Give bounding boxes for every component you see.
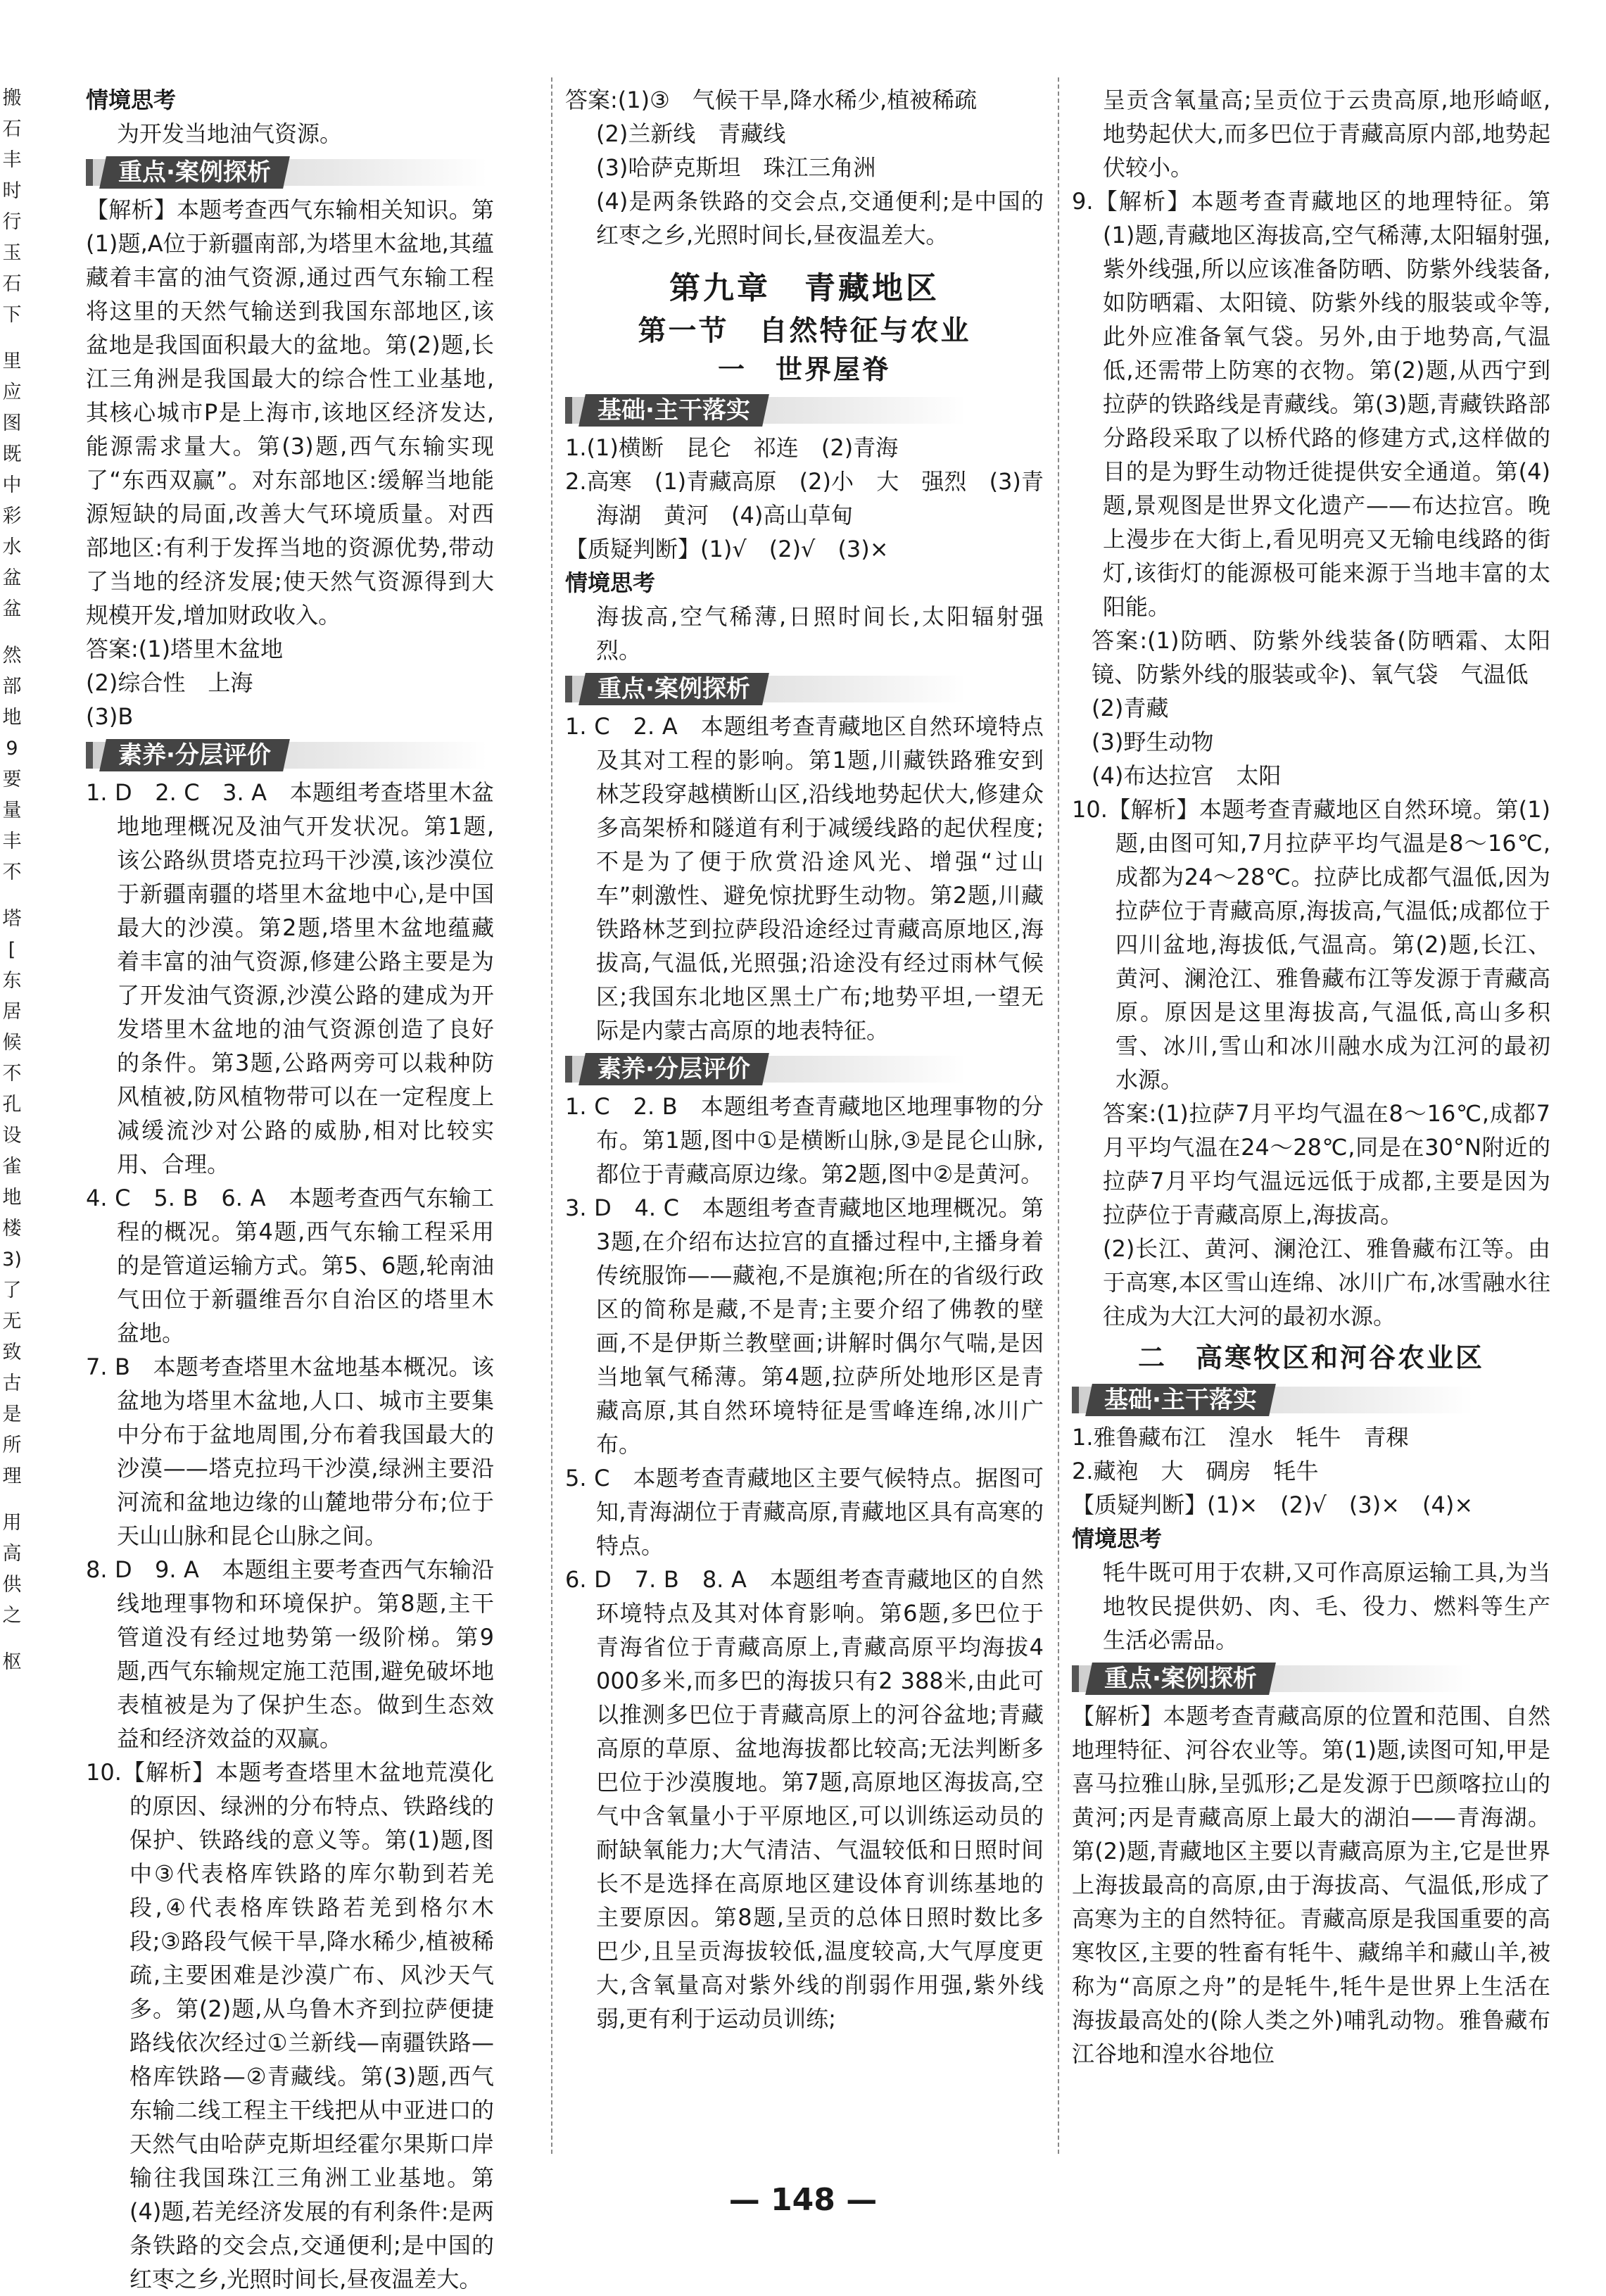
section-banner [86, 156, 494, 189]
edge-char: 地 [2, 707, 22, 728]
edge-char: 既 [2, 443, 22, 465]
column-middle [565, 83, 1051, 2036]
edge-char: 搬 [2, 87, 22, 109]
chapter-title: 第九章 青藏地区 [669, 270, 940, 306]
answer-line: 答案:(1)拉萨7月平均气温在8～16℃,成都7月平均气温在24～28℃,同是在30°N附近的拉萨7月平均气温远远低于成都,主要是因为拉萨位于青藏高原上,海拔高。 [1103, 1100, 1550, 1228]
question-answer: 10.【解析】本题考查青藏地区自然环境。第(1)题,由图可知,7月拉萨平均气温是8～16℃,成都为24～28℃。拉萨比成都气温低,因为拉萨位于青藏高原,海拔高,气温低;成都位于四川盆地,海拔低,气温高。第(2)题,长江、黄河、澜沧江、雅鲁藏布江等发源于青藏高原。原因是这里海拔高,气温低,高山多积雪、冰川,雪山和冰川融水成为江河的最初水源。 [1072, 796, 1550, 1093]
question-answer: 5. C 本题考查青藏地区主要气候特点。据图可知,青海湖位于青藏高原,青藏地区具有高寒的特点。 [565, 1465, 1044, 1559]
edge-char: 致 [2, 1342, 22, 1363]
page-number: — 148 — [728, 2182, 878, 2218]
basic-answer: 1.(1)横断 昆仑 祁连 (2)青海 [565, 434, 899, 461]
edge-char: 图 [2, 412, 22, 434]
answer-line: (4)是两条铁路的交会点,交通便利;是中国的红枣之乡,光照时间长,昼夜温差大。 [596, 188, 1044, 248]
answer-line: (4)布达拉宫 太阳 [1092, 762, 1282, 789]
edge-char: 石 [2, 273, 22, 295]
answer-line: 答案:(1)防晒、防紫外线装备(防晒霜、太阳镜、防紫外线的服装或伞)、氧气袋 气温低 [1092, 627, 1550, 688]
column-divider [1058, 77, 1059, 2154]
edge-char: 不 [2, 1063, 22, 1085]
answer-line: (2)长江、黄河、澜沧江、雅鲁藏布江等。由于高寒,本区雪山连绵、冰川广布,冰雪融水往往成为大江大河的最初水源。 [1103, 1235, 1550, 1330]
banner-label: 素养·分层评价 [118, 741, 271, 769]
section-banner [86, 739, 494, 771]
question-answer: 10.【解析】本题考查塔里木盆地荒漠化的原因、绿洲的分布特点、铁路线的保护、铁路线的意义等。第(1)题,图中③代表格库铁路的库尔勒到若羌段,④代表格库铁路若羌到格尔木段;③路段气候干旱,降水稀少,植被稀疏,主要困难是沙漠广布、风沙天气多。第(2)题,从乌鲁木齐到拉萨便捷路线依次经过①兰新线—南疆铁路—格库铁路—②青藏线。第(3)题,西气东输二线工程主干线把从中亚进口的天然气由哈萨克斯坦经霍尔果斯口岸输往我国珠江三角洲工业基地。第(4)题,若羌经济发展的有利条件:是两条铁路的交会点,交通便利;是中国的红枣之乡,光照时间长,昼夜温差大。 [86, 1759, 494, 2292]
question-answer: 4. C 5. B 6. A 本题考查西气东输工程的概况。第4题,西气东输工程采用的是管道运输方式。第5、6题,轮南油气田位于新疆维吾尔自治区的塔里木盆地。 [86, 1185, 494, 1346]
basic-answer: 1.雅鲁藏布江 湟水 牦牛 青稞 [1072, 1424, 1409, 1451]
column-divider [551, 77, 552, 2154]
answer-line: (3)哈萨克斯坦 珠江三角洲 [596, 154, 876, 181]
scenario-thinking-text: 牦牛既可用于农耕,又可作高原运输工具,为当地牧民提供奶、肉、毛、役力、燃料等生产生活必需品。 [1103, 1559, 1550, 1653]
question-answer: 1. C 2. A 本题组考查青藏地区自然环境特点及其对工程的影响。第1题,川藏铁路雅安到林芝段穿越横断山区,沿线地势起伏大,修建众多高架桥和隧道有利于减缓线路的起伏程度;不是为了便于欣赏沿途风光、增强“过山车”刺激性、避免惊扰野生动物。第2题,川藏铁路林芝到拉萨段沿途经过青藏高原地区,海拔高,气温低,光照强;沿途没有经过雨林气候区;我国东北地区黑土广布;地势平坦,一望无际是内蒙古高原的地表特征。 [565, 713, 1044, 1044]
scenario-thinking-label: 情境思考 [565, 569, 656, 596]
left-edge-fragment [0, 83, 24, 1678]
analysis-paragraph: 【解析】本题考查青藏高原的位置和范围、自然地理特征、河谷农业等。第(1)题,读图可知,甲是喜马拉雅山脉,呈弧形;乙是发源于巴颜喀拉山的黄河;丙是青藏高原上最大的湖泊——青海湖。第(2)题,青藏地区主要以青藏高原为主,它是世界上海拔最高的高原,由于海拔高、气温低,形成了高寒为主的自然特征。青藏高原是我国重要的高寒牧区,主要的牲畜有牦牛、藏绵羊和藏山羊,被称为“高原之舟”的是牦牛,牦牛是世界上生活在海拔最高处的(除人类之外)哺乳动物。雅鲁藏布江谷地和湟水谷地位 [1072, 1703, 1550, 2067]
basic-answer: 2.藏袍 大 碉房 牦牛 [1072, 1458, 1319, 1484]
scenario-thinking-label: 情境思考 [86, 87, 177, 113]
answer-line: 答案:(1)③ 气候干旱,降水稀少,植被稀疏 [565, 87, 978, 113]
edge-char: 量 [2, 800, 22, 821]
answer-line: (3)B [86, 703, 134, 730]
edge-char: 地 [2, 1187, 22, 1209]
edge-char: 雀 [2, 1156, 22, 1178]
edge-char: 是 [2, 1404, 22, 1425]
question-answer: 1. D 2. C 3. A 本题组考查塔里木盆地地理概况及油气开发状况。第1题,该公路纵贯塔克拉玛干沙漠,该沙漠位于新疆南疆的塔里木盆地中心,是中国最大的沙漠。第2题,塔里木盆地蕴藏着丰富的油气资源,修建公路主要是为了开发油气资源,沙漠公路的建成为开发塔里木盆地的油气资源创造了良好的条件。第3题,公路两旁可以栽种防风植被,防风植物带可以在一定程度上减缓流沙对公路的威胁,相对比较实用、合理。 [86, 779, 494, 1178]
basic-answer: 2.高寒 (1)青藏高原 (2)小 大 强烈 (3)青海湖 黄河 (4)高山草甸 [565, 468, 1044, 529]
edge-char: 丰 [2, 149, 22, 171]
section-banner [565, 1053, 1044, 1085]
banner-label: 基础·主干落实 [1104, 1386, 1257, 1414]
question-answer: 6. D 7. B 8. A 本题组考查青藏地区的自然环境特点及其对体育影响。第6题,多巴位于青海省位于青藏高原上,青藏高原平均海拔4 000多米,而多巴的海拔只有2 388米,由此可以推测多巴位于青藏高原上的河谷盆地;青藏高原的草原、盆地海拔都比较高;无法判断多巴位于沙漠腹地。第7题,高原地区海拔高,空气中含氧量小于平原地区,可以训练运动员的耐缺氧能力;大气清洁、气温较低和日照时间长不是选择在高原地区建设体育训练基地的主要原因。第8题,呈贡的总体日照时数比多巴少,且呈贡海拔较低,温度较高,大气厚度更大,含氧量高对紫外线的削弱作用强,紫外线弱,更有利于运动员训练; [565, 1566, 1051, 2032]
section-banner [565, 394, 1044, 427]
edge-char: 里 [2, 351, 22, 372]
question-answer: 1. C 2. B 本题组考查青藏地区地理事物的分布。第1题,图中①是横断山脉,③是昆仑山脉,都位于青藏高原边缘。第2题,图中②是黄河。 [565, 1093, 1044, 1187]
edge-char: 部 [2, 676, 22, 698]
question-answer: 9.【解析】本题考查青藏地区的地理特征。第(1)题,青藏地区海拔高,空气稀薄,太阳辐射强,紫外线强,所以应该准备防晒、防紫外线装备,如防晒霜、太阳镜、防紫外线的服装或伞等,此外应准备氧气袋。另外,由于地势高,气温低,还需带上防寒的衣物。第(2)题,从西宁到拉萨的铁路线是青藏线。第(3)题,青藏铁路部分路段采取了以桥代路的修建方式,这样做的目的是为野生动物迁徙提供安全通道。第(4)题,景观图是世界文化遗产——布达拉宫。晚上漫步在大街上,看见明亮又无输电线路的街灯,该街灯的能源极可能来源于当地丰富的太阳能。 [1072, 188, 1550, 620]
edge-char: 设 [2, 1125, 22, 1147]
edge-char: 之 [2, 1605, 22, 1627]
edge-char: 孔 [2, 1094, 22, 1116]
edge-char: 行 [2, 211, 22, 233]
edge-char: 石 [2, 118, 22, 140]
edge-char: 3) [2, 1249, 22, 1270]
judgment-answer: 【质疑判断】(1)× (2)√ (3)× (4)× [1072, 1491, 1474, 1518]
banner-label: 素养·分层评价 [597, 1055, 750, 1083]
question-answer: 3. D 4. C 本题组考查青藏地区地理概况。第3题,在介绍布达拉宫的直播过程中,主播身着传统服饰——藏袍,不是旗袍;所在的省级行政区的简称是藏,不是青;主要介绍了佛教的壁画,不是伊斯兰教壁画;讲解时偶尔气喘,是因当地氧气稀薄。第4题,拉萨所处地形区是青藏高原,其自然环境特征是雪峰连绵,冰川广布。 [565, 1194, 1044, 1458]
edge-char: 东 [2, 970, 22, 992]
edge-char: 然 [2, 645, 22, 667]
edge-char: 时 [2, 180, 22, 202]
edge-char: 盆 [2, 567, 22, 589]
column-left [86, 83, 494, 2296]
scenario-thinking-text: 为开发当地油气资源。 [117, 120, 343, 147]
edge-char: 楼 [2, 1218, 22, 1240]
edge-char: 要 [2, 769, 22, 790]
edge-char: 应 [2, 381, 22, 403]
continued-text: 呈贡含氧量高;呈贡位于云贵高原,地形崎岖,地势起伏大,而多巴位于青藏高原内部,地势起伏较小。 [1103, 87, 1550, 181]
section-banner [565, 673, 1044, 705]
answer-line: (2)综合性 上海 [86, 669, 253, 696]
section-banner [1072, 1384, 1550, 1416]
edge-char: 理 [2, 1465, 22, 1487]
edge-char: 候 [2, 1032, 22, 1054]
subsection-title: 二 高寒牧区和河谷农业区 [1137, 1342, 1484, 1373]
edge-char: [ [8, 939, 16, 961]
edge-char: 9 [6, 738, 18, 759]
answer-line: (2)青藏 [1092, 695, 1169, 721]
scenario-thinking-label: 情境思考 [1072, 1525, 1163, 1552]
edge-char: 居 [2, 1001, 22, 1023]
section-title: 第一节 自然特征与农业 [638, 315, 971, 347]
scenario-thinking-text: 海拔高,空气稀薄,日照时间长,太阳辐射强烈。 [596, 603, 1044, 664]
subsection-title: 一 世界屋脊 [717, 354, 891, 385]
edge-char: 用 [2, 1512, 22, 1534]
judgment-answer: 【质疑判断】(1)√ (2)√ (3)× [565, 536, 889, 562]
answer-line: (2)兰新线 青藏线 [596, 120, 786, 147]
edge-char: 所 [2, 1434, 22, 1456]
edge-char: 水 [2, 536, 22, 558]
edge-char: 彩 [2, 505, 22, 527]
edge-char: 下 [2, 304, 22, 326]
banner-label: 基础·主干落实 [597, 396, 750, 424]
edge-char: 中 [2, 474, 22, 496]
banner-label: 重点·案例探析 [597, 675, 750, 703]
question-answer: 8. D 9. A 本题组主要考查西气东输沿线地理事物和环境保护。第8题,主干管道没有经过地势第一级阶梯。第9题,西气东输规定施工范围,避免破坏地表植被是为了保护生态。做到生态效益和经济效益的双赢。 [86, 1556, 494, 1752]
edge-char: 古 [2, 1373, 22, 1394]
edge-char: 盆 [2, 598, 22, 620]
question-answer: 7. B 本题考查塔里木盆地基本概况。该盆地为塔里木盆地,人口、城市主要集中分布于盆地周围,分布着我国最大的沙漠——塔克拉玛干沙漠,绿洲主要沿河流和盆地边缘的山麓地带分布;位于天山山脉和昆仑山脉之间。 [86, 1354, 494, 1549]
edge-char: 玉 [2, 242, 22, 264]
answer-line: 答案:(1)塔里木盆地 [86, 636, 284, 662]
banner-label: 重点·案例探析 [118, 158, 271, 187]
edge-char: 了 [2, 1280, 22, 1301]
column-right [1072, 83, 1550, 2071]
edge-char: 塔 [2, 908, 22, 930]
edge-char: 不 [2, 862, 22, 883]
banner-label: 重点·案例探析 [1104, 1665, 1257, 1693]
answer-line: (3)野生动物 [1092, 728, 1214, 755]
edge-char: 无 [2, 1311, 22, 1332]
edge-char: 枢 [2, 1651, 22, 1673]
edge-char: 丰 [2, 831, 22, 852]
edge-char: 供 [2, 1574, 22, 1596]
section-banner [1072, 1663, 1550, 1695]
edge-char: 高 [2, 1543, 22, 1565]
analysis-paragraph: 【解析】本题考查西气东输相关知识。第(1)题,A位于新疆南部,为塔里木盆地,其蕴藏着丰富的油气资源,通过西气东输工程将这里的天然气输送到我国东部地区,该盆地是我国面积最大的盆地。第(2)题,长江三角洲是我国最大的综合性工业基地,其核心城市P是上海市,该地区经济发达,能源需求量大。第(3)题,西气东输实现了“东西双赢”。对东部地区:缓解当地能源短缺的局面,改善大气环境质量。对西部地区:有利于发挥当地的资源优势,带动了当地的经济发展;使天然气资源得到大规模开发,增加财政收入。 [86, 196, 494, 629]
